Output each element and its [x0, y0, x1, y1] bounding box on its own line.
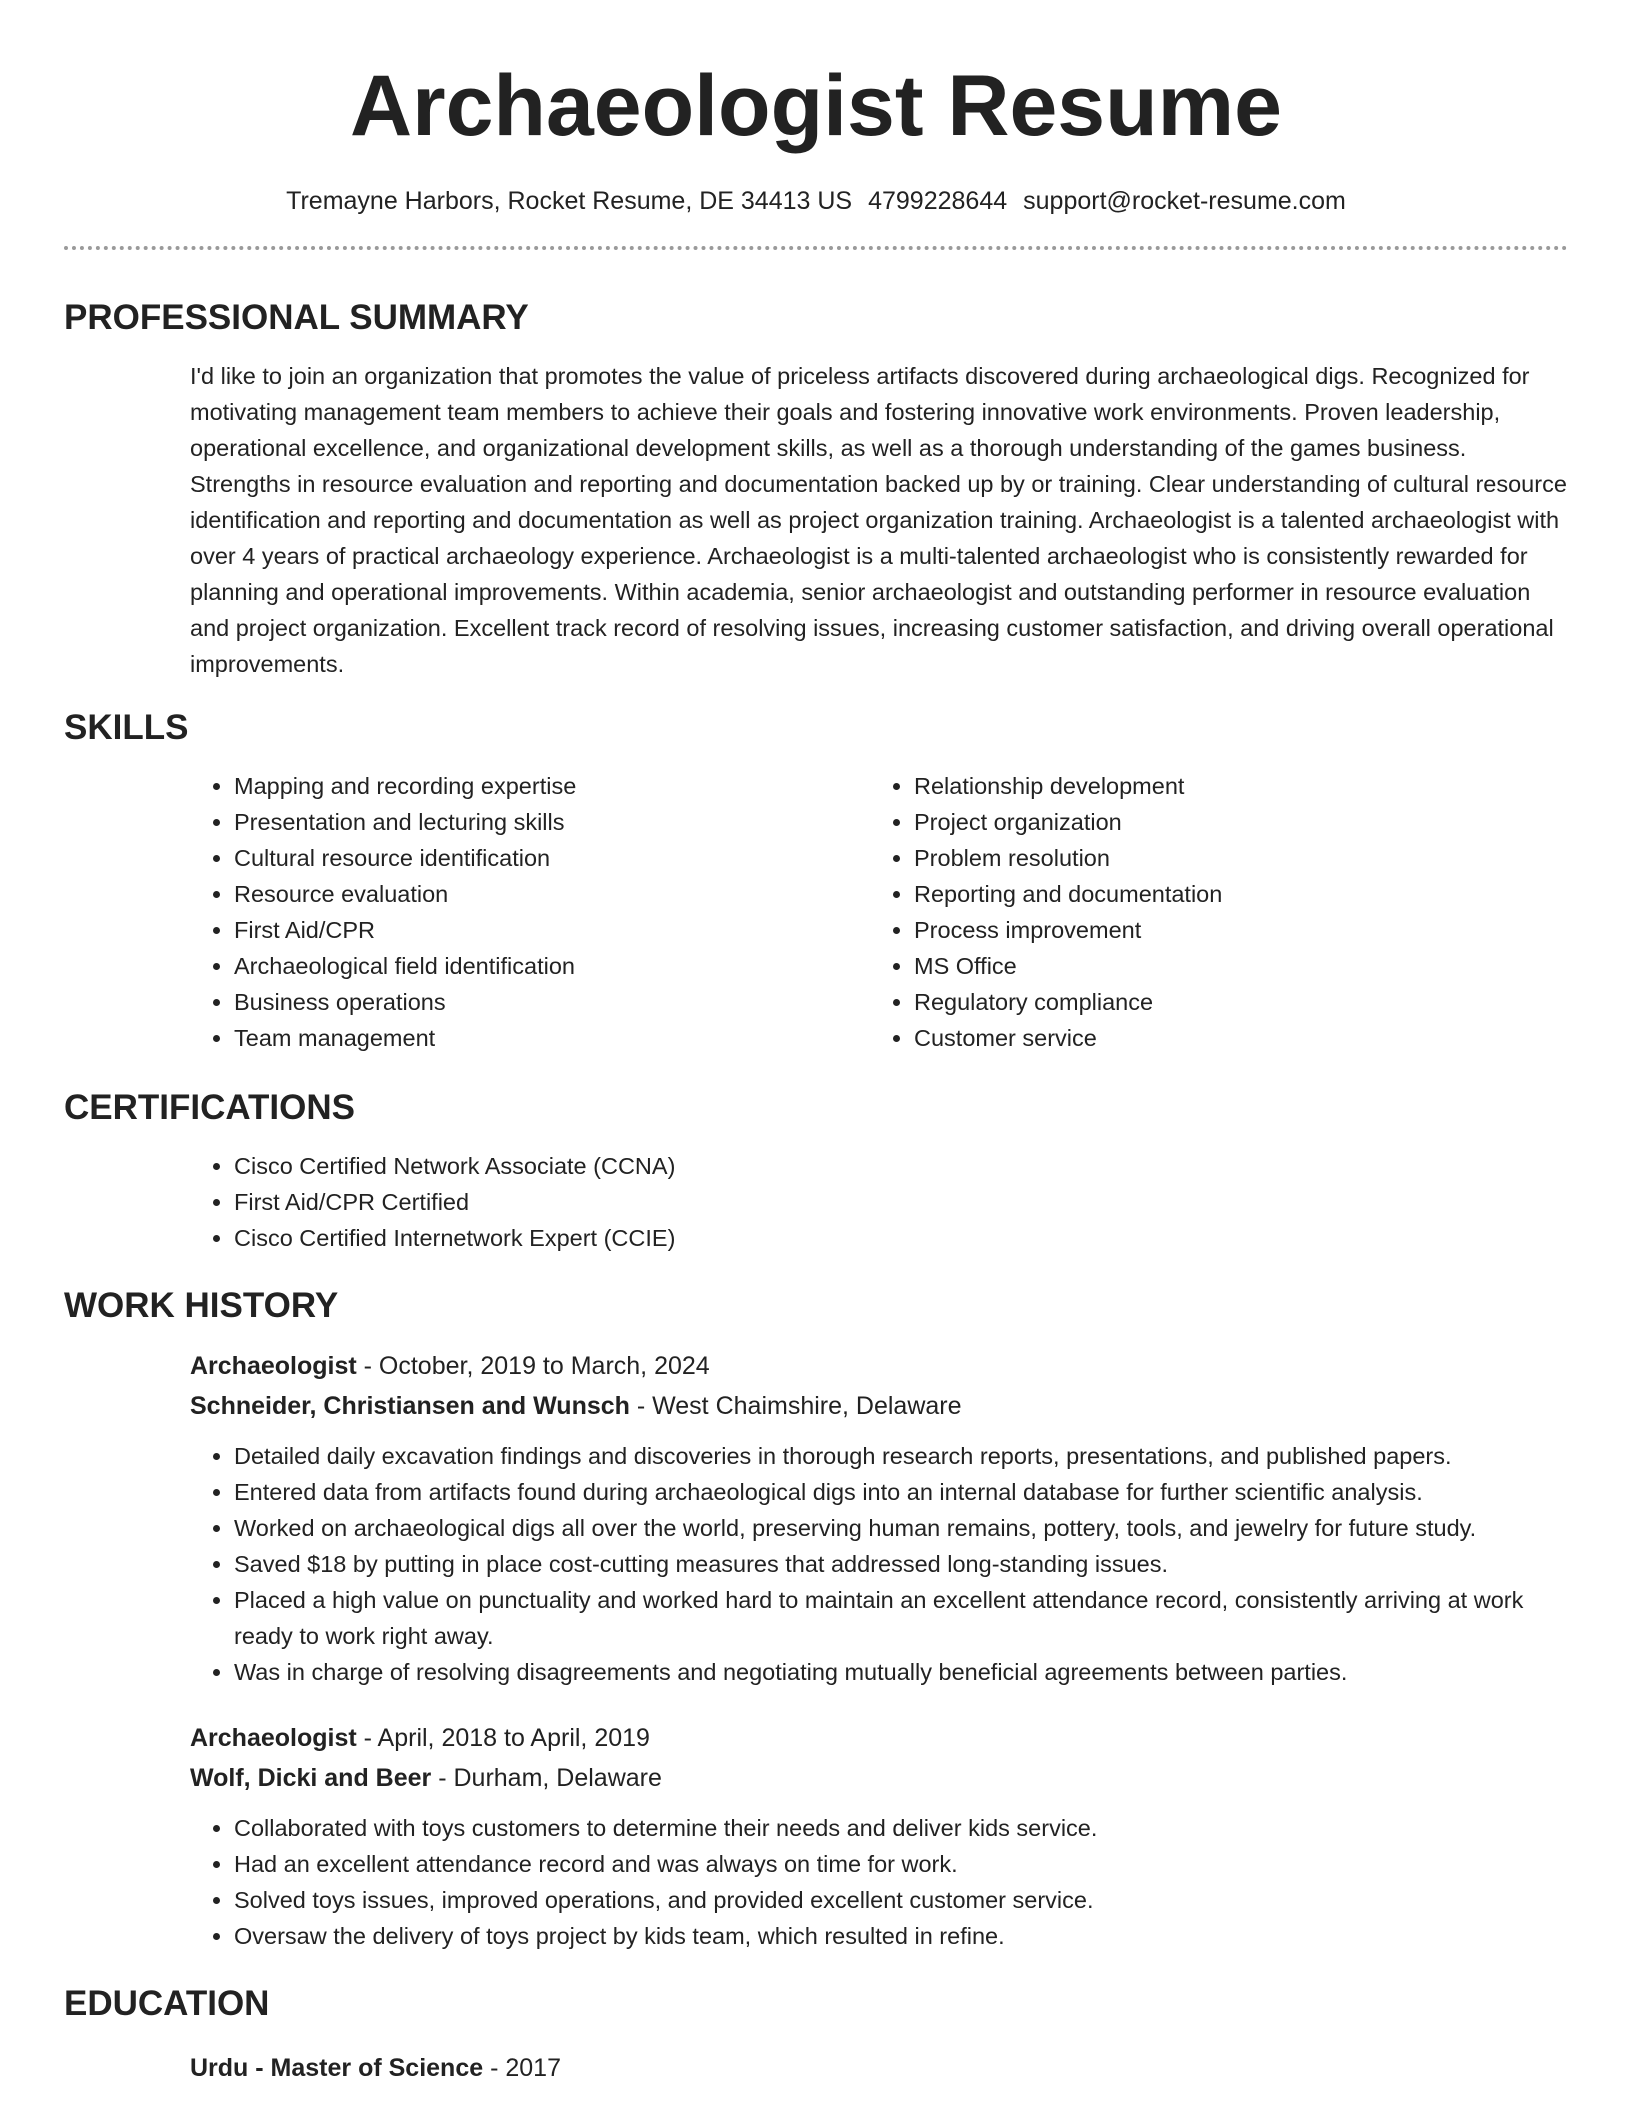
job-duties-list	[190, 1810, 1568, 1954]
job-company-line	[190, 1386, 1568, 1426]
summary-heading: PROFESSIONAL SUMMARY	[64, 298, 529, 337]
certifications-heading: CERTIFICATIONS	[64, 1088, 356, 1127]
job-company-line	[190, 1758, 1568, 1798]
skill-item: • Mapping and recording expertise	[234, 768, 870, 804]
job-duty-item: • Worked on archaeological digs all over the world, preserving human remains, pottery, tools, and jewelry for future study.	[234, 1510, 1568, 1546]
job-duty-item: • Saved $18 by putting in place cost-cutting measures that addressed long-standing issues.	[234, 1546, 1568, 1582]
job-company: Schneider, Christiansen and Wunsch	[190, 1392, 630, 1420]
skill-item: • Project organization	[914, 804, 1510, 840]
job-duty-item: • Detailed daily excavation findings and discoveries in thorough research reports, presentations, and published papers.	[234, 1438, 1568, 1474]
job-duty-item: • Collaborated with toys customers to determine their needs and deliver kids service.	[234, 1810, 1568, 1846]
certification-item: • Cisco Certified Network Associate (CCNA)	[234, 1148, 1568, 1184]
job-location: - West Chaimshire, Delaware	[629, 1392, 962, 1420]
work-history-heading: WORK HISTORY	[64, 1286, 339, 1325]
skill-item: • Cultural resource identification	[234, 840, 870, 876]
job-entry	[190, 1718, 1568, 1954]
skill-item: • Resource evaluation	[234, 876, 870, 912]
skills-list-right	[870, 768, 1510, 1056]
job-duty-item: • Had an excellent attendance record and was always on time for work.	[234, 1846, 1568, 1882]
job-company: Wolf, Dicki and Beer	[190, 1764, 432, 1792]
skill-item: • First Aid/CPR	[234, 912, 870, 948]
contact-address: Tremayne Harbors, Rocket Resume, DE 34413 US	[286, 187, 853, 215]
education-heading: EDUCATION	[64, 1984, 270, 2023]
summary-section	[64, 358, 1568, 682]
job-dates: - October, 2019 to March, 2024	[356, 1352, 710, 1380]
resume-title: Archaeologist Resume	[350, 58, 1282, 154]
skills-section	[64, 768, 1568, 1056]
certifications-list	[190, 1148, 1568, 1256]
job-duty-item: • Solved toys issues, improved operations, and provided excellent customer service.	[234, 1882, 1568, 1918]
job-duty-item: • Was in charge of resolving disagreements and negotiating mutually beneficial agreements between parties.	[234, 1654, 1568, 1690]
contact-email[interactable]: support@rocket-resume.com	[1023, 187, 1346, 215]
job-duty-item: • Placed a high value on punctuality and worked hard to maintain an excellent attendance record, consistently arriving at work ready to work right away.	[234, 1582, 1568, 1654]
skill-item: • Team management	[234, 1020, 870, 1056]
skill-item: • Business operations	[234, 984, 870, 1020]
education-year: - 2017	[483, 2054, 561, 2082]
job-title: Archaeologist	[190, 1724, 357, 1752]
skill-item: • Regulatory compliance	[914, 984, 1510, 1020]
skill-item: • Reporting and documentation	[914, 876, 1510, 912]
education-line	[190, 2048, 1568, 2088]
certifications-section	[64, 1148, 1568, 1256]
skill-item: • Process improvement	[914, 912, 1510, 948]
job-duty-item: • Entered data from artifacts found during archaeological digs into an internal database for further scientific analysis.	[234, 1474, 1568, 1510]
job-entry	[190, 1346, 1568, 1690]
skill-item: • Presentation and lecturing skills	[234, 804, 870, 840]
summary-text: I'd like to join an organization that promotes the value of priceless artifacts discovered during archaeological digs. Recognized for motivating management team members to achieve their goals and fostering innovative work environments. Proven leadership, operational excellence, and organizational development skills, as well as a thorough understanding of the games business. Strengths in resource evaluation and reporting and documentation backed up by or training. Clear understanding of cultural resource identification and reporting and documentation as well as project organization training. Archaeologist is a talented archaeologist with over 4 years of practical archaeology experience. Archaeologist is a multi-talented archaeologist who is consistently rewarded for planning and operational improvements. Within academia, senior archaeologist and outstanding performer in resource evaluation and project organization. Excellent track record of resolving issues, increasing customer satisfaction, and driving overall operational improvements.	[190, 363, 1567, 677]
job-duty-item: • Oversaw the delivery of toys project by kids team, which resulted in refine.	[234, 1918, 1568, 1954]
skill-item: • Archaeological field identification	[234, 948, 870, 984]
certification-item: • First Aid/CPR Certified	[234, 1184, 1568, 1220]
education-degree: Urdu - Master of Science	[190, 2054, 484, 2082]
job-duties-list	[190, 1438, 1568, 1690]
work-history-section	[64, 1346, 1568, 1954]
skills-list-left	[190, 768, 870, 1056]
job-title-line	[190, 1718, 1568, 1758]
education-section	[64, 2048, 1568, 2088]
contact-line	[64, 184, 1568, 218]
job-title-line	[190, 1346, 1568, 1386]
skill-item: • Relationship development	[914, 768, 1510, 804]
job-title: Archaeologist	[190, 1352, 357, 1380]
header-divider	[64, 246, 1568, 250]
job-dates: - April, 2018 to April, 2019	[356, 1724, 650, 1752]
skills-heading: SKILLS	[64, 708, 189, 747]
skill-item: • Problem resolution	[914, 840, 1510, 876]
skill-item: • Customer service	[914, 1020, 1510, 1056]
contact-phone: 4799228644	[868, 187, 1008, 215]
job-location: - Durham, Delaware	[431, 1764, 662, 1792]
certification-item: • Cisco Certified Internetwork Expert (CCIE)	[234, 1220, 1568, 1256]
skill-item: • MS Office	[914, 948, 1510, 984]
